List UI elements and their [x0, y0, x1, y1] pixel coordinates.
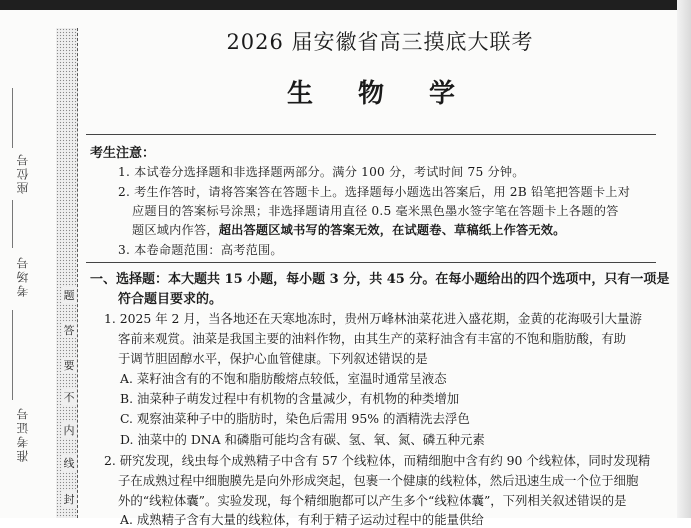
- seal-char: 不: [63, 391, 75, 404]
- question-1-option-c: C. 观察油菜种子中的脂肪时，染色后需用 95% 的酒精洗去浮色: [120, 411, 470, 426]
- question-2-line: 2. 研究发现，线虫每个成熟精子中含有 57 个线粒体，而精细胞中含有约 90 个线粒体，同时发现精: [104, 453, 651, 468]
- exam-title: 2026 届安徽省高三摸底大联考: [226, 30, 534, 54]
- admission-blank-line: [12, 310, 13, 400]
- subject-title: 生 物 学: [286, 79, 474, 109]
- seal-char: 答: [63, 324, 75, 337]
- section-heading-cont: 符合题目要求的。: [118, 292, 223, 307]
- notice-line: 1. 本试卷分选择题和非选择题两部分。满分 100 分，考试时间 75 分钟。: [118, 165, 525, 179]
- seal-char: 封: [63, 493, 75, 506]
- seal-char: 题: [63, 289, 75, 302]
- section-heading: 一、选择题：本大题共 15 小题，每小题 3 分，共 45 分。在每小题给出的四个选项中，只有一项是: [90, 272, 670, 287]
- seat-label: 座位号: [16, 152, 30, 194]
- notice-line: 应题目的答案标号涂黑；非选择题请用直径 0.5 毫米黑色墨水签字笔在答题卡上各题的答: [132, 204, 619, 218]
- notice-line: [132, 221, 566, 238]
- binding-dashed-line: [77, 28, 78, 518]
- notice-line: 2. 考生作答时，请将答案答在答题卡上。选择题每小题选出答案后，用 2B 铅笔把答题卡上对: [118, 185, 631, 199]
- page-edge-shadow: [677, 0, 691, 518]
- binding-dot-strip: [56, 28, 78, 518]
- seat-blank-line: [12, 88, 13, 148]
- question-1-line: 1. 2025 年 2 月，当各地还在天寒地冻时，贵州万峰林油菜花进入盛花期，金黄的花海吸引大量游: [104, 311, 642, 326]
- notice-line: 3. 本卷命题范围：高考范围。: [118, 243, 283, 257]
- question-2-line: 外的“线粒体囊”。实验发现，每个精细胞都可以产生多个“线粒体囊”，下列相关叙述错误的是: [118, 493, 627, 508]
- notice-bold-warning: 超出答题区域书写的答案无效，在试题卷、草稿纸上作答无效。: [218, 223, 566, 237]
- question-1-option-b: B. 油菜种子萌发过程中有机物的含量减少，有机物的种类增加: [120, 391, 460, 406]
- question-1-option-d: D. 油菜中的 DNA 和磷脂可能均含有碳、氢、氧、氮、磷五种元素: [120, 432, 485, 447]
- admission-label: 准考证号: [16, 406, 30, 462]
- notice-heading: 考生注意：: [90, 146, 156, 161]
- question-2-line: 子在成熟过程中细胞膜先是向外形成突起，包裹一个健康的线粒体，然后迅速生成一个位于细胞: [118, 473, 639, 488]
- seal-char: 要: [63, 359, 75, 372]
- question-1-option-a: A. 菜籽油含有的不饱和脂肪酸熔点较低，室温时通常呈液态: [120, 371, 447, 386]
- seal-char: 内: [63, 424, 75, 437]
- notice-top-rule: [86, 134, 656, 135]
- question-1-line: 于调节胆固醇水平，保护心血管健康。下列叙述错误的是: [118, 351, 428, 366]
- exam-room-label: 考场号: [16, 255, 30, 297]
- question-2-option-a: A. 成熟精子含有大量的线粒体，有利于精子运动过程中的能量供给: [120, 512, 484, 527]
- top-edge-bar: [0, 0, 691, 10]
- seal-char: 线: [63, 457, 75, 470]
- notice-bottom-rule: [86, 262, 656, 263]
- notice-line-text: 题区域内作答，: [132, 223, 219, 237]
- question-1-line: 客前来观赏。油菜是我国主要的油料作物，由其生产的菜籽油含有丰富的不饱和脂肪酸，有助: [118, 331, 627, 346]
- exam-room-blank-line: [12, 200, 13, 248]
